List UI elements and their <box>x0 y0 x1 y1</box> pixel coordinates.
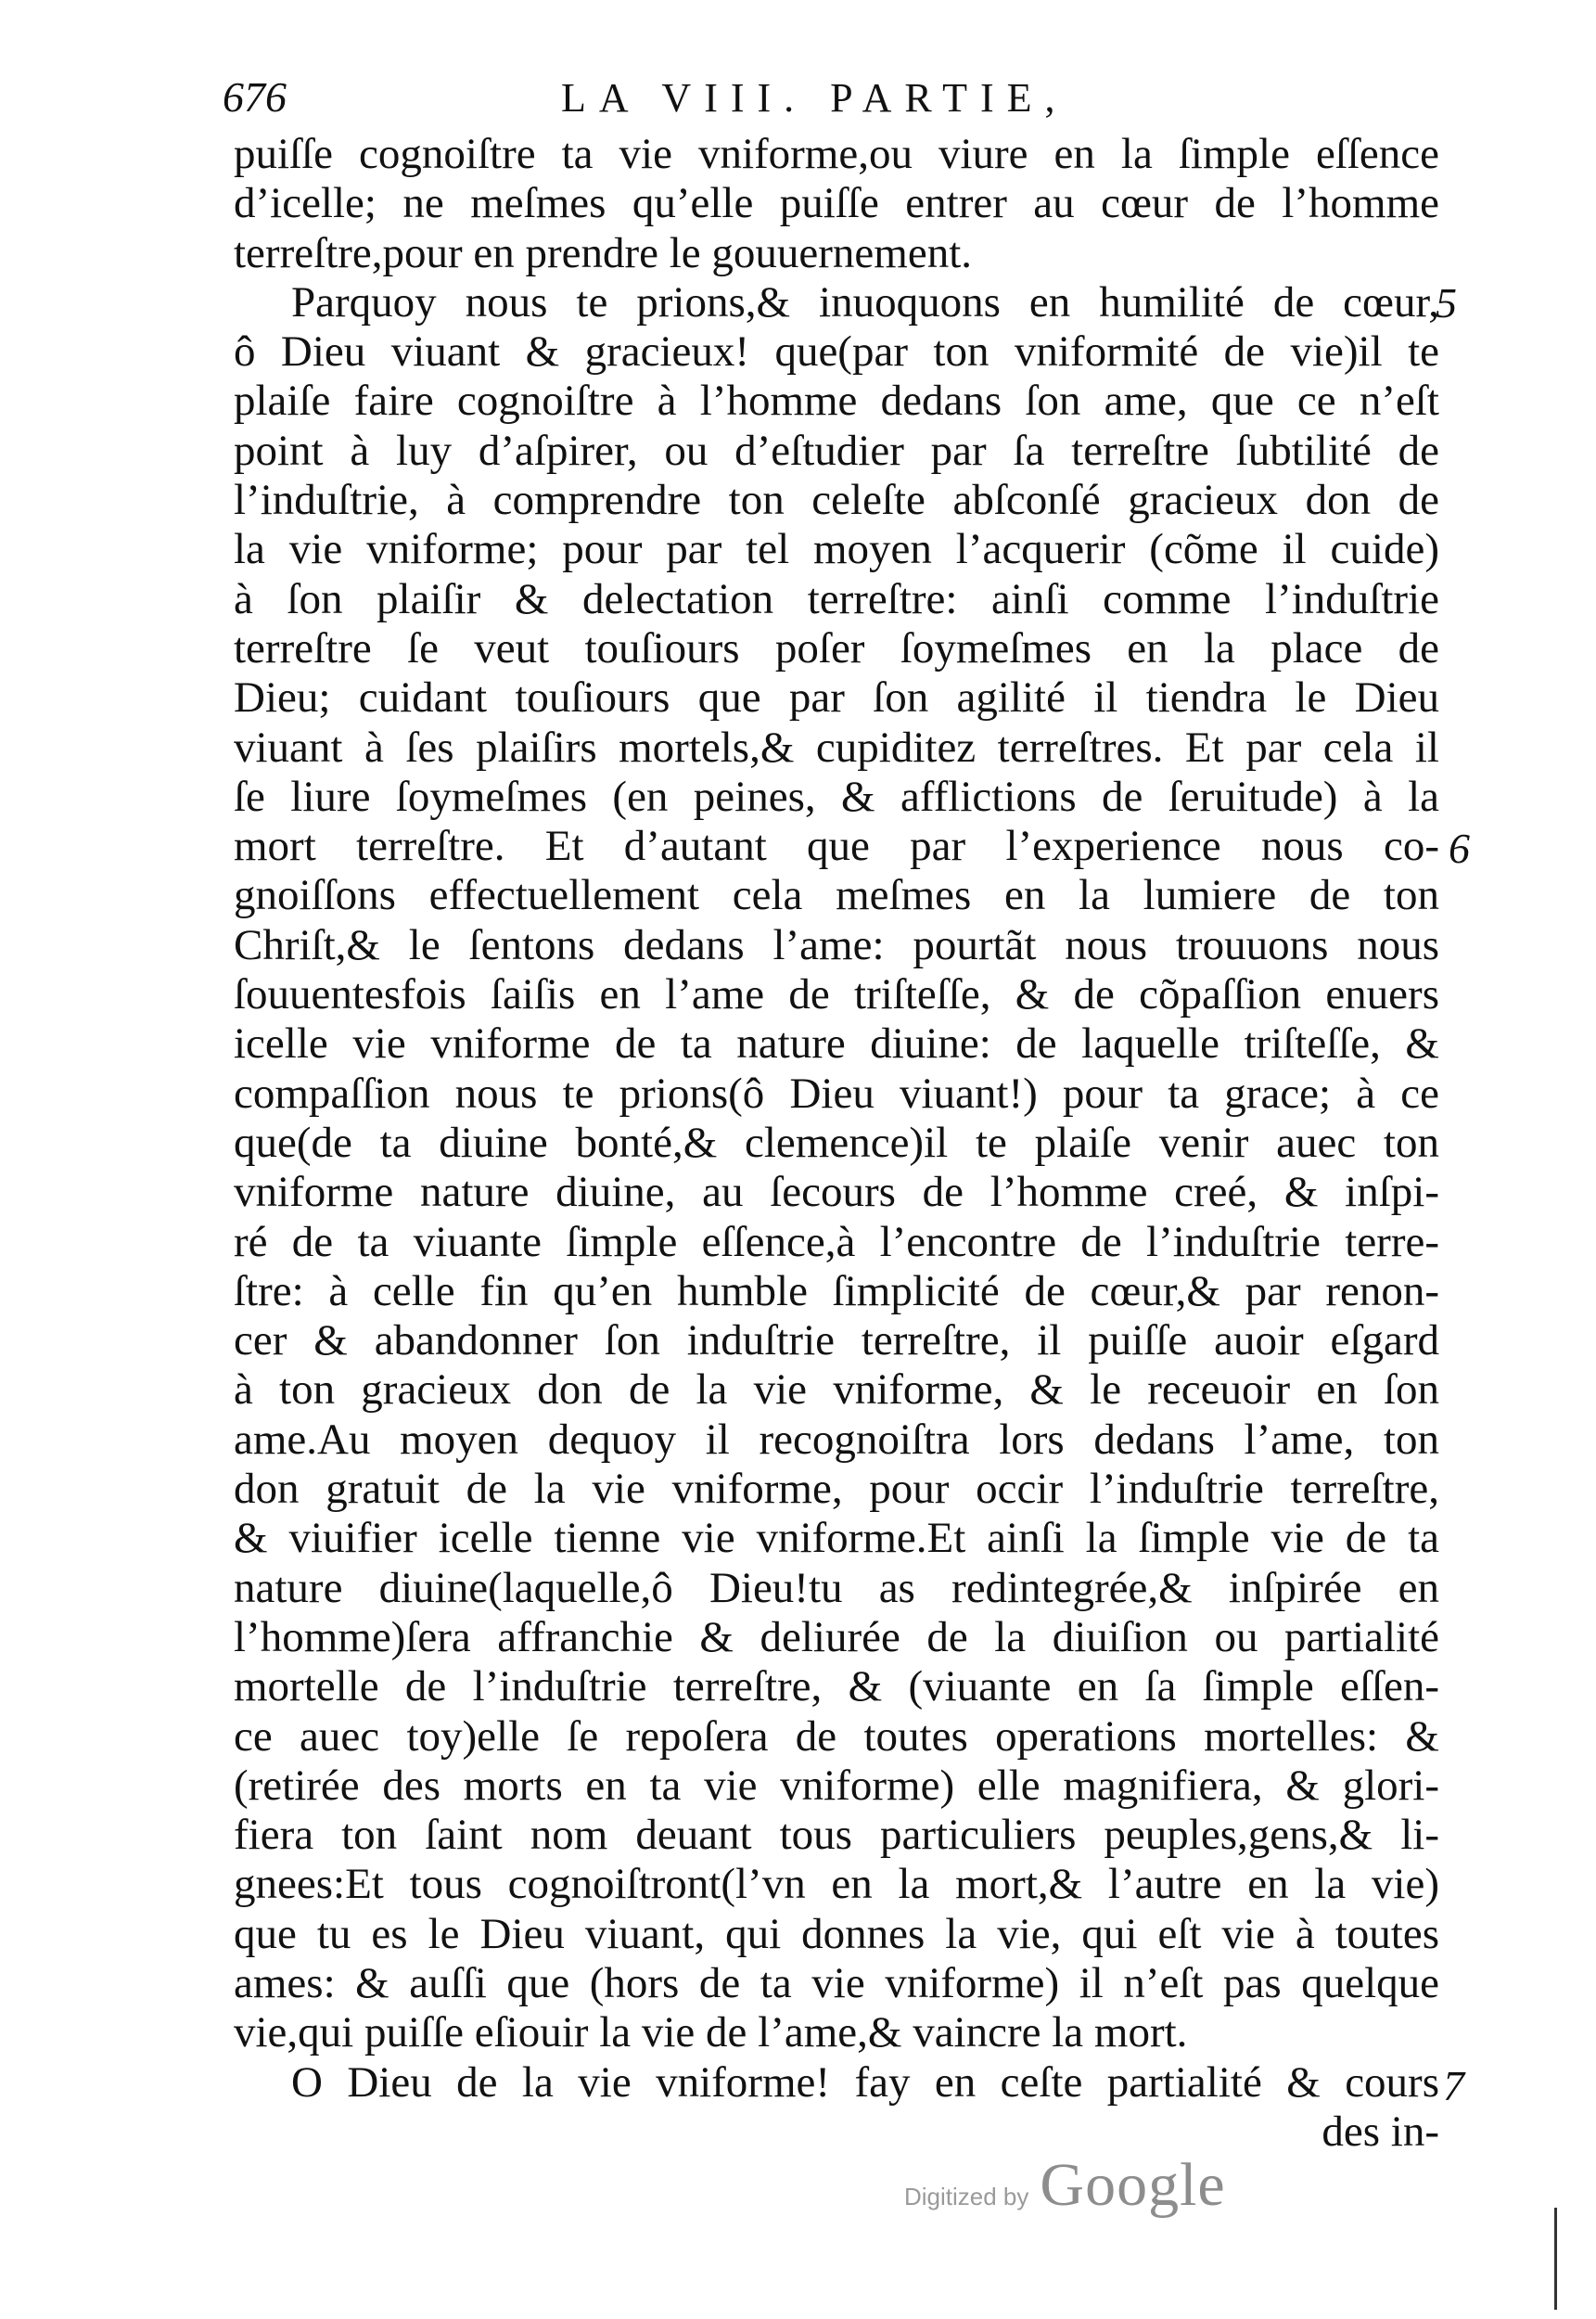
text-line: à ſon plaiſir & delectation terreſtre: ainſi comme l’induſtrie <box>234 574 1439 623</box>
body-text <box>234 130 1439 2157</box>
text-line: plaiſe faire cognoiſtre à l’homme dedans ſon ame, que ce n’eſt <box>234 377 1439 426</box>
text-line: gnees:Et tous cognoiſtront(l’vn en la mort,& l’autre en la vie) <box>234 1860 1439 1909</box>
text-line: ô Dieu viuant & gracieux! que(par ton vniformité de vie)il te <box>234 327 1439 377</box>
text-line: (retirée des morts en ta vie vniforme) elle magnifiera, & glori- <box>234 1761 1439 1810</box>
page-header <box>223 72 1465 137</box>
text-line: que(de ta diuine bonté,& clemence)il te plaiſe venir auec ton <box>234 1118 1439 1167</box>
text-line: icelle vie vniforme de ta nature diuine: de laquelle triſteſſe, & <box>234 1019 1439 1069</box>
catchword: des in- <box>1321 2107 1439 2156</box>
text-line: ames: & auſſi que (hors de ta vie vniforme) il n’eſt pas quelque <box>234 1958 1439 2007</box>
text-line: l’homme)ſera affranchie & deliurée de la diuiſion ou partialité <box>234 1612 1439 1661</box>
text-line: mort terreſtre. Et d’autant que par l’experience nous co- <box>234 822 1439 871</box>
google-logo: Google <box>1040 2151 1226 2219</box>
text-line: viuant à ſes plaiſirs mortels,& cupiditez terreſtres. Et par cela il <box>234 723 1439 772</box>
text-line: ame.Au moyen dequoy il recognoiſtra lors dedans l’ame, ton <box>234 1415 1439 1464</box>
text-line: ſtre: à celle fin qu’en humble ſimplicité de cœur,& par renon- <box>234 1266 1439 1315</box>
text-line: mortelle de l’induſtrie terreſtre, & (viuante en ſa ſimple eſſen- <box>234 1662 1439 1711</box>
text-line: don gratuit de la vie vniforme, pour occir l’induſtrie terreſtre, <box>234 1465 1439 1514</box>
text-line: ré de ta viuante ſimple eſſence,à l’encontre de l’induſtrie terre- <box>234 1217 1439 1266</box>
text-line: ce auec toy)elle ſe repoſera de toutes operations mortelles: & <box>234 1711 1439 1761</box>
text-line: d’icelle; ne meſmes qu’elle puiſſe entrer au cœur de l’homme <box>234 179 1439 228</box>
text-line: vie,qui puiſſe eſiouir la vie de l’ame,& vaincre la mort. <box>234 2008 1188 2057</box>
margin-note-number: 7 <box>1443 2062 1464 2109</box>
text-line: Chriſt,& le ſentons dedans l’ame: pourtãt nous trouuons nous <box>234 920 1439 969</box>
text-line: terreſtre ſe veut touſiours poſer ſoymeſmes en la place de <box>234 623 1439 673</box>
text-line: à ton gracieux don de la vie vniforme, & le receuoir en ſon <box>234 1365 1439 1415</box>
text-line: & viuifier icelle tienne vie vniforme.Et ainſi la ſimple vie de ta <box>234 1514 1439 1563</box>
text-line: Parquoy nous te prions,& inuoquons en humilité de cœur, <box>291 277 1439 327</box>
running-head: LA VIII. PARTIE, <box>561 75 1068 121</box>
text-line: terreſtre,pour en prendre le gouuernement. <box>234 228 973 277</box>
text-line: cer & abandonner ſon induſtrie terreſtre, il puiſſe auoir eſgard <box>234 1316 1439 1365</box>
digitization-watermark <box>904 2150 1226 2224</box>
text-line: puiſſe cognoiſtre ta vie vniforme,ou viure en la ſimple eſſence <box>234 130 1439 178</box>
digitized-by-label: Digitized by <box>904 2183 1029 2210</box>
page-number: 676 <box>223 73 287 121</box>
text-line: la vie vniforme; pour par tel moyen l’acquerir (cõme il cuide) <box>234 525 1439 574</box>
text-line: gnoiſſons effectuellement cela meſmes en la lumiere de ton <box>234 871 1439 920</box>
margin-note-number: 5 <box>1436 279 1457 327</box>
text-line: que tu es le Dieu viuant, qui donnes la vie, qui eſt vie à toutes <box>234 1909 1439 1958</box>
text-line: ſe liure ſoymeſmes (en peines, & afflictions de ſeruitude) à la <box>234 772 1439 821</box>
text-line: Dieu; cuidant touſiours que par ſon agilité il tiendra le Dieu <box>234 673 1439 723</box>
text-line: vniforme nature diuine, au ſecours de l’homme creé, & inſpi- <box>234 1168 1439 1217</box>
text-line: O Dieu de la vie vniforme! fay en ceſte partialité & cours <box>291 2057 1439 2107</box>
margin-note-number: 6 <box>1449 825 1470 872</box>
page-edge-mark <box>1554 2208 1557 2310</box>
text-line: nature diuine(laquelle,ô Dieu!tu as redintegrée,& inſpirée en <box>234 1563 1439 1612</box>
text-line: point à luy d’aſpirer, ou d’eſtudier par ſa terreſtre ſubtilité de <box>234 426 1439 475</box>
text-line: l’induſtrie, à comprendre ton celeſte abſconſé gracieux don de <box>234 476 1439 525</box>
text-line: fiera ton ſaint nom deuant tous particuliers peuples,gens,& li- <box>234 1811 1439 1860</box>
text-line: ſouuentesfois ſaiſis en l’ame de triſteſſe, & de cõpaſſion enuers <box>234 970 1439 1019</box>
text-line: compaſſion nous te prions(ô Dieu viuant!) pour ta grace; à ce <box>234 1069 1439 1118</box>
